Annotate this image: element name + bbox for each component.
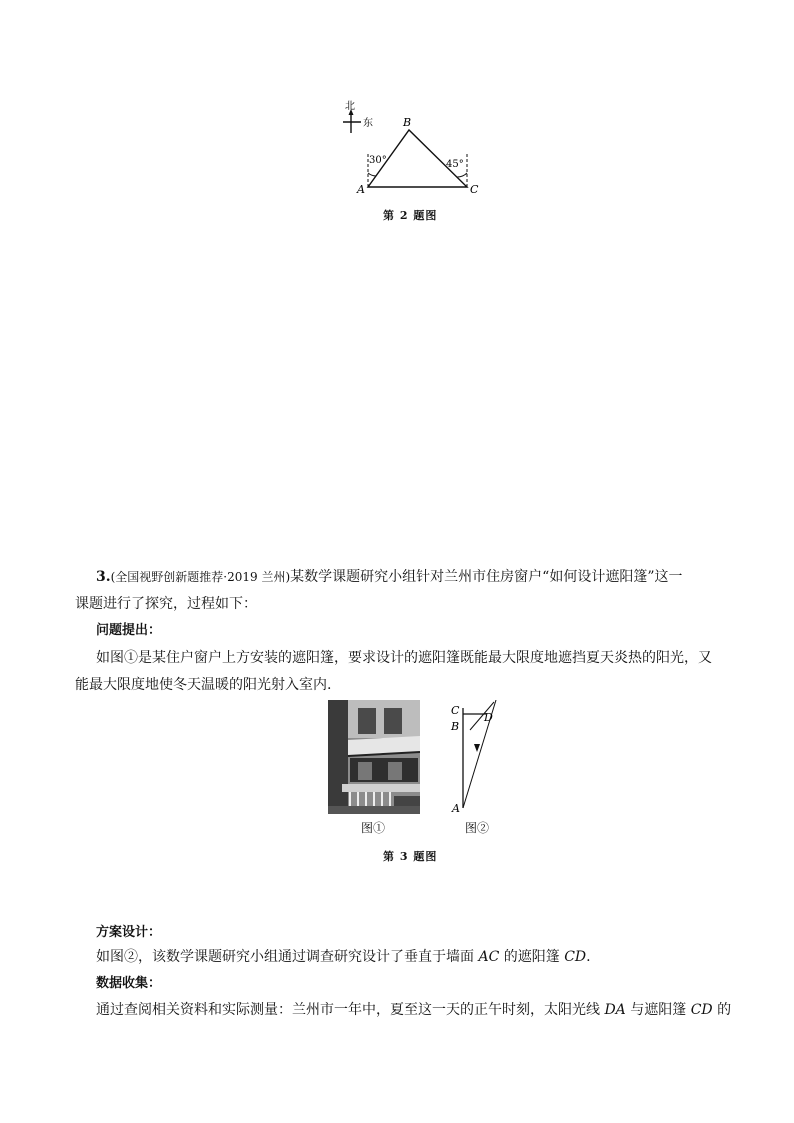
diagram-label-a: A	[452, 802, 460, 815]
data-text	[96, 996, 731, 1024]
design-text	[96, 943, 591, 971]
angle-arc-a	[368, 173, 376, 176]
diagram-label-c: C	[451, 704, 460, 717]
figure-2-diagram	[335, 95, 495, 200]
awning-diagram	[448, 700, 508, 816]
heading-design: 方案设计：	[96, 925, 162, 940]
compass-icon	[343, 109, 361, 133]
design-text-end: .	[586, 949, 591, 965]
data-text-mid: 与遮阳篷	[625, 1002, 691, 1018]
problem-source: (全国视野创新题推荐·2019 兰州)	[110, 570, 291, 584]
angle-c-label: 45°	[446, 159, 464, 170]
question-line-2: 能最大限度地使冬天温暖的阳光射入室内.	[75, 677, 332, 693]
compass-east-label: 东	[363, 118, 373, 129]
compass-north-label: 北	[345, 101, 355, 112]
design-ac: AC	[478, 949, 500, 965]
question-line-1: 如图①是某住户窗户上方安装的遮阳篷，要求设计的遮阳篷既能最大限度地遮挡夏天炎热的阳光，又	[96, 650, 712, 666]
design-text-mid: 的遮阳篷	[499, 949, 565, 965]
heading-data: 数据收集：	[96, 976, 162, 991]
awning-photo	[328, 700, 420, 814]
diagram-label-d: D	[484, 711, 493, 724]
data-cd: CD	[690, 1002, 713, 1018]
problem-3-line-2: 课题进行了探究，过程如下：	[75, 596, 257, 612]
point-a-label: A	[357, 183, 365, 196]
problem-number: 3.	[96, 569, 111, 585]
design-cd: CD	[564, 949, 587, 965]
problem-intro: 某数学课题研究小组针对兰州市住房窗户“如何设计遮阳篷”这一	[290, 569, 683, 585]
angle-a-label: 30°	[369, 155, 387, 166]
angle-arc-c	[457, 173, 467, 177]
heading-question: 问题提出：	[96, 623, 162, 638]
figure-2-subcaption: 图②	[465, 821, 490, 835]
diagram-label-b: B	[451, 720, 460, 733]
data-text-end: 的	[712, 1002, 732, 1018]
data-da: DA	[604, 1002, 626, 1018]
point-c-label: C	[470, 183, 479, 196]
figure-3-caption: 第 3 题图	[383, 850, 438, 863]
figure-1-caption: 图①	[361, 821, 386, 835]
data-text-before: 通过查阅相关资料和实际测量：兰州市一年中，夏至这一天的正午时刻，太阳光线	[96, 1002, 605, 1018]
figure-2-caption: 第 2 题图	[383, 209, 438, 222]
point-b-label: B	[403, 116, 412, 129]
problem-3-line-1	[96, 563, 736, 591]
design-text-before: 如图②，该数学课题研究小组通过调查研究设计了垂直于墙面	[96, 949, 479, 965]
